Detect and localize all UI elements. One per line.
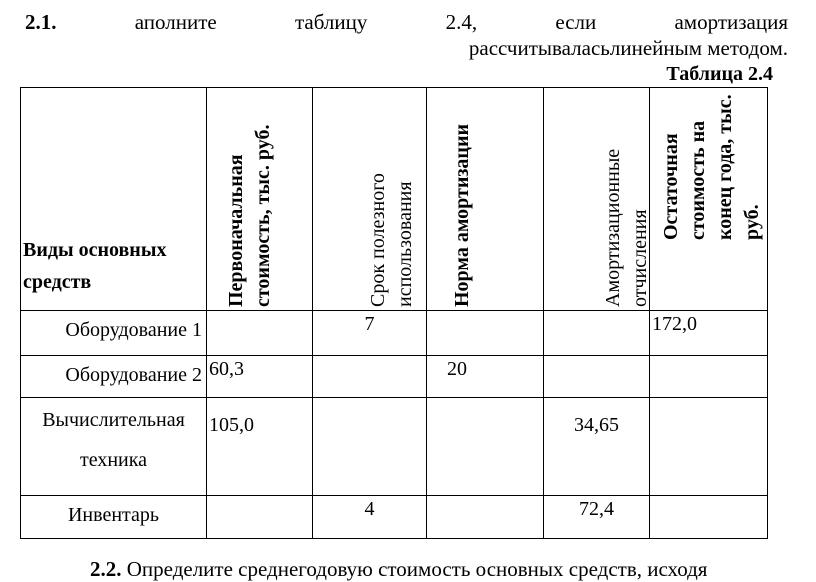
task-word: таблицу (294, 10, 368, 34)
header-residual-value: Остаточная стоимость на конец года, тыс. руб. (650, 88, 768, 311)
cell-asset-name: Оборудование 2 (21, 356, 207, 398)
header-asset-type: Виды основных средств (21, 88, 207, 311)
cell-useful-life: 7 (313, 311, 427, 356)
table-caption: Таблица 2.4 (666, 63, 773, 85)
table-row (21, 311, 768, 356)
cell-initial-cost (207, 496, 313, 539)
cell-rate: 20 (427, 356, 544, 398)
cell-depreciation (544, 311, 650, 356)
task-word: 2.4, (445, 10, 478, 34)
cell-depreciation (544, 356, 650, 398)
cell-rate (427, 398, 544, 496)
task-word: если (555, 10, 597, 34)
cell-useful-life: 4 (313, 496, 427, 539)
cell-depreciation: 34,65 (544, 398, 650, 496)
task-number: 2.2. (90, 557, 122, 581)
task-text: Определите среднегодовую стоимость основных средств, исходя (126, 557, 708, 581)
cell-residual (650, 496, 768, 539)
task-number: 2.1. (25, 10, 57, 34)
cell-rate (427, 496, 544, 539)
cell-residual (650, 398, 768, 496)
cell-depreciation: 72,4 (544, 496, 650, 539)
table-row (21, 356, 768, 398)
cell-initial-cost (207, 311, 313, 356)
header-depreciation-charges: Амортизационные отчисления (544, 88, 650, 311)
table-row (21, 398, 768, 496)
cell-asset-name: Вычислительная техника (21, 398, 207, 496)
cell-residual (650, 356, 768, 398)
table-header-row (21, 88, 768, 311)
cell-initial-cost: 105,0 (207, 398, 313, 496)
task-word: аполните (134, 10, 217, 34)
cell-useful-life (313, 398, 427, 496)
task-2-1-line-1 (25, 9, 788, 35)
cell-residual: 172,0 (650, 311, 768, 356)
table-row (21, 496, 768, 539)
task-word: амортизация (674, 10, 788, 34)
cell-rate (427, 311, 544, 356)
task-2-1-line-2: рассчитываласьлинейным методом. (468, 36, 788, 60)
cell-initial-cost: 60,3 (207, 356, 313, 398)
cell-useful-life (313, 356, 427, 398)
header-depreciation-rate: Норма амортизации (427, 88, 544, 311)
depreciation-table (20, 87, 768, 539)
header-useful-life: Срок полезного использования (313, 88, 427, 311)
cell-asset-name: Инвентарь (21, 496, 207, 539)
cell-asset-name: Оборудование 1 (21, 311, 207, 356)
header-initial-cost: Первоначальная стоимость, тыс. руб. (207, 88, 313, 311)
task-2-2-line (90, 556, 707, 582)
